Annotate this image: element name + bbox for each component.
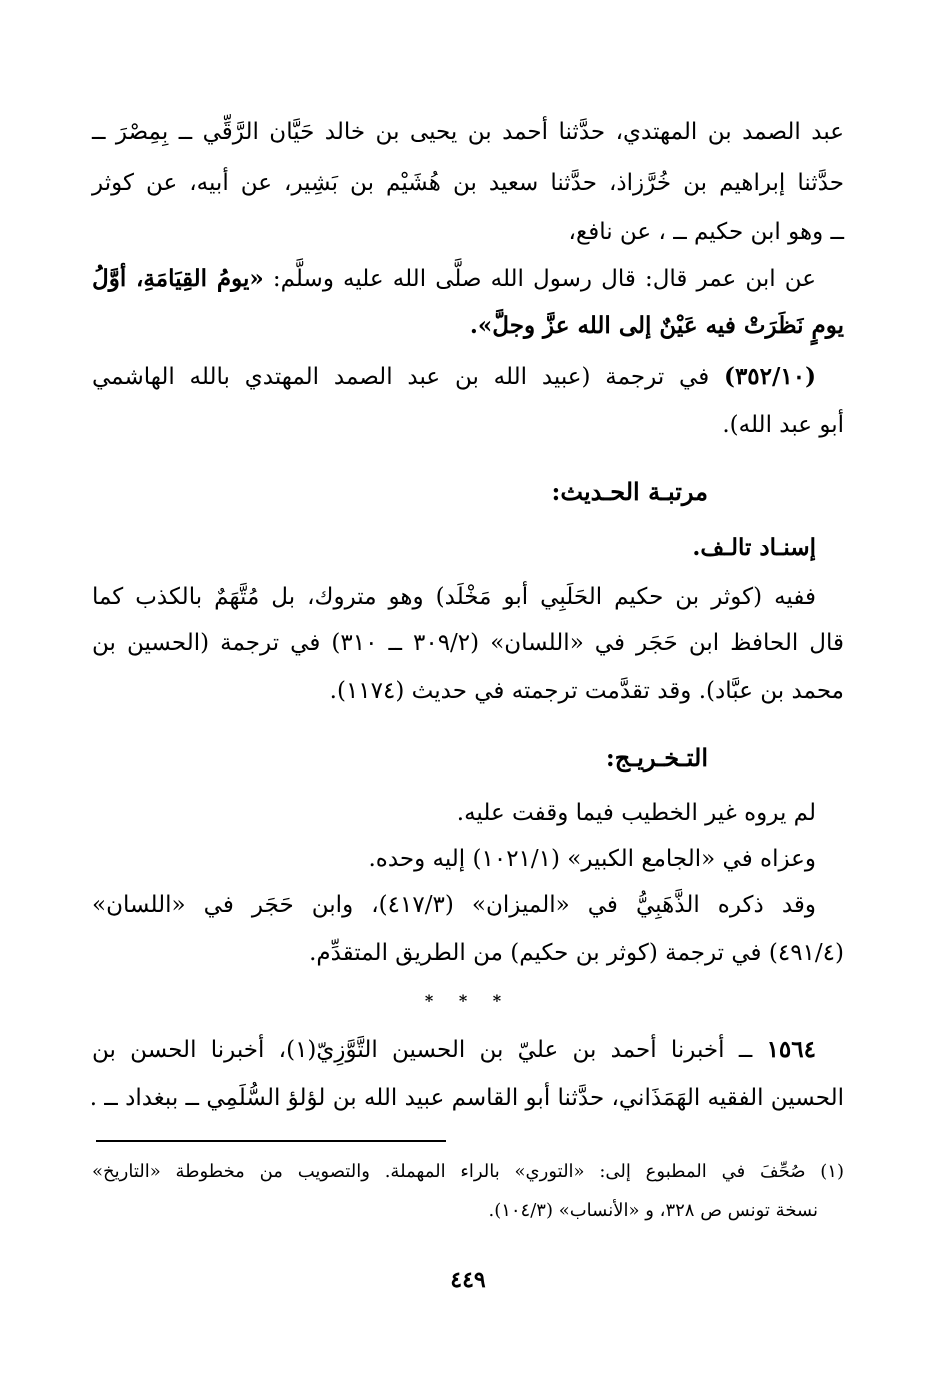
grading-line: إسنـاد تالـف. [692,534,816,561]
volume-page-reference: (٣٥٢/١٠) [724,363,816,390]
text-line: (٤٩١/٤) في ترجمة (كوثر بن حكيم) من الطريق المتقدِّم. [309,940,844,966]
hadith-matn-line: يومٍ نَظَرَتْ فيه عَيْنٌ إلى الله عزَّ وجلَّ». [469,312,844,339]
footnote-rule [96,1140,446,1142]
text-line: حدَّثنا إبراهيم بن خُرَّزاذ، حدَّثنا سعيد بن هُشَيْم بن بَشِير، عن أبيه، عن كوثر [92,170,844,196]
text-line: الحسين الفقيه الهَمَذَاني، حدَّثنا أبو القاسم عبيد الله بن لؤلؤ السُّلَمِي ــ ببغداد ــ . [89,1085,844,1111]
hadith-matn: «يومُ القِيَامَةِ، أوَّلُ [92,265,264,292]
reference-line [92,357,816,397]
page-number: ٤٤٩ [450,1267,486,1293]
footnote-line: نسخة تونس ص ٣٢٨، و «الأنساب» (١٠٤/٣). [488,1200,818,1221]
text-line: ففيه (كوثر بن حكيم الحَلَبِي أبو مَخْلَد) وهو متروك، بل مُتَّهَمٌ بالكذب كما [92,584,816,610]
text-line: وعزاه في «الجامع الكبير» (١٠٢١/١) إليه وحده. [368,846,816,872]
section-heading-rank: مرتبـة الحـديث: [551,477,708,506]
text-line: ــ وهو ابن حكيم ــ ، عن نافع، [568,219,844,245]
text-line: وقد ذكره الذَّهَبِيُّ في «الميزان» (٤١٧/٣)، وابن حَجَر في «اللسان» [92,892,817,918]
hadith-line [92,259,816,299]
text-line: لم يروه غير الخطيب فيما وقفت عليه. [456,800,816,826]
section-heading-takhrij: التـخـريـج: [605,743,708,772]
text-line: قال الحافظ ابن حَجَر في «اللسان» (٣٠٩/٢ ــ ٣١٠) في ترجمة (الحسين بن [92,630,844,656]
footnote-line: (١) صُحِّفَ في المطبوع إلى: «التوري» بالراء المهملة. والتصويب من مخطوطة «التاريخ» [92,1161,844,1182]
hadith-intro: عن ابن عمر قال: قال رسول الله صلَّى الله عليه وسلَّم: [263,266,816,292]
reference-text: في ترجمة (عبيد الله بن عبد الصمد المهتدي بالله الهاشمي [92,364,725,390]
hadith-number-line [92,1030,816,1070]
text-line: أبو عبد الله). [722,412,844,438]
text-line: محمد بن عبَّاد). وقد تقدَّمت ترجمته في حديث (١١٧٤). [329,678,844,704]
section-separator: * * * [424,991,512,1010]
text-line: عبد الصمد بن المهتدي، حدَّثنا أحمد بن يحيى بن خالد حَيَّان الرَّقِّي ــ بِمِصْرَ ــ [92,119,844,145]
hadith-number: ١٥٦٤ [766,1036,816,1063]
isnad-text: ــ أخبرنا أحمد بن عليّ بن الحسين التَّوَّزِيّ(١)، أخبرنا الحسن بن [92,1037,767,1063]
